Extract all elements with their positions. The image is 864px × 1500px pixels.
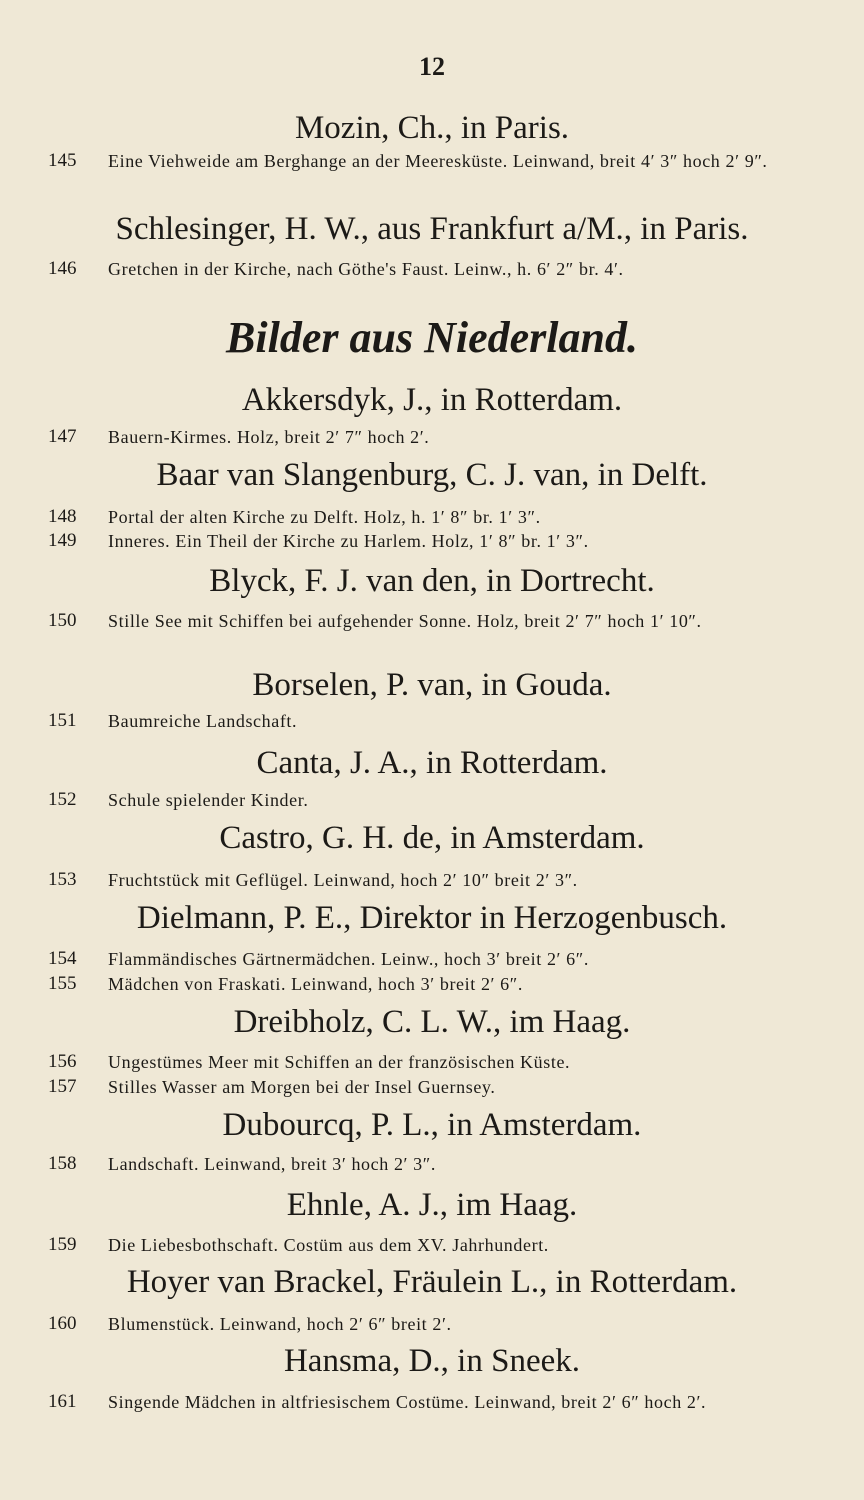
entry-text: Fruchtstück mit Geflügel. Leinwand, hoch 2′ 10″ breit 2′ 3″. xyxy=(108,870,578,890)
entry-number: 160 xyxy=(48,1313,77,1334)
entry-text: Schule spielender Kinder. xyxy=(108,790,309,810)
entry-text: Stille See mit Schiffen bei aufgehender Sonne. Holz, breit 2′ 7″ hoch 1′ 10″. xyxy=(108,611,702,631)
entry-number: 150 xyxy=(48,610,77,631)
entry-text: Blumenstück. Leinwand, hoch 2′ 6″ breit 2′. xyxy=(108,1314,452,1334)
artist-heading: Schlesinger, H. W., aus Frankfurt a/M., in Paris. xyxy=(115,211,749,247)
artist-heading: Baar van Slangenburg, C. J. van, in Delft. xyxy=(156,457,708,493)
entry-text: Portal der alten Kirche zu Delft. Holz, h. 1′ 8″ br. 1′ 3″. xyxy=(108,507,541,527)
artist-heading: Akkersdyk, J., in Rotterdam. xyxy=(241,382,623,418)
entry-text: Gretchen in der Kirche, nach Göthe's Faust. Leinw., h. 6′ 2″ br. 4′. xyxy=(108,259,624,279)
artist-heading: Canta, J. A., in Rotterdam. xyxy=(256,745,608,781)
artist-heading: Hansma, D., in Sneek. xyxy=(283,1343,581,1379)
artist-heading: Dubourcq, P. L., in Amsterdam. xyxy=(222,1107,642,1143)
entry-number: 161 xyxy=(48,1391,77,1412)
entry-text: Baumreiche Landschaft. xyxy=(108,711,298,731)
entry-text: Ungestümes Meer mit Schiffen an der französischen Küste. xyxy=(108,1052,571,1072)
artist-heading: Castro, G. H. de, in Amsterdam. xyxy=(219,820,645,856)
entry-text: Stilles Wasser am Morgen bei der Insel Guernsey. xyxy=(108,1077,496,1097)
entry-number: 152 xyxy=(48,789,77,810)
entry-text: Flammändisches Gärtnermädchen. Leinw., hoch 3′ breit 2′ 6″. xyxy=(108,949,589,969)
entry-number: 151 xyxy=(48,710,77,731)
entry-number: 158 xyxy=(48,1153,77,1174)
entry-text: Die Liebesbothschaft. Costüm aus dem XV. Jahrhundert. xyxy=(108,1235,549,1255)
section-heading: Bilder aus Niederland. xyxy=(226,313,638,362)
entry-number: 159 xyxy=(48,1234,77,1255)
entry-number: 149 xyxy=(48,530,77,551)
entry-text: Inneres. Ein Theil der Kirche zu Harlem. Holz, 1′ 8″ br. 1′ 3″. xyxy=(108,531,589,551)
artist-heading: Dreibholz, C. L. W., im Haag. xyxy=(233,1004,631,1040)
entry-number: 145 xyxy=(48,150,77,171)
entry-number: 156 xyxy=(48,1051,77,1072)
page-number: 12 xyxy=(419,52,445,81)
entry-number: 147 xyxy=(48,426,77,447)
entry-number: 153 xyxy=(48,869,77,890)
artist-heading: Hoyer van Brackel, Fräulein L., in Rotterdam. xyxy=(126,1264,738,1300)
entry-text: Landschaft. Leinwand, breit 3′ hoch 2′ 3″. xyxy=(108,1154,436,1174)
artist-heading: Borselen, P. van, in Gouda. xyxy=(252,667,612,703)
entry-text: Mädchen von Fraskati. Leinwand, hoch 3′ breit 2′ 6″. xyxy=(108,974,523,994)
entry-number: 155 xyxy=(48,973,77,994)
entry-number: 146 xyxy=(48,258,77,279)
entry-text: Bauern-Kirmes. Holz, breit 2′ 7″ hoch 2′. xyxy=(108,427,430,447)
entry-text: Eine Viehweide am Berghange an der Meeresküste. Leinwand, breit 4′ 3″ hoch 2′ 9″. xyxy=(108,151,768,171)
artist-heading: Blyck, F. J. van den, in Dortrecht. xyxy=(209,563,655,599)
entry-number: 154 xyxy=(48,948,77,969)
artist-heading: Dielmann, P. E., Direktor in Herzogenbusch. xyxy=(136,900,728,936)
entry-number: 157 xyxy=(48,1076,77,1097)
entry-text: Singende Mädchen in altfriesischem Costüme. Leinwand, breit 2′ 6″ hoch 2′. xyxy=(108,1392,707,1412)
entry-number: 148 xyxy=(48,506,77,527)
artist-heading: Mozin, Ch., in Paris. xyxy=(294,110,570,146)
artist-heading: Ehnle, A. J., im Haag. xyxy=(286,1187,578,1223)
